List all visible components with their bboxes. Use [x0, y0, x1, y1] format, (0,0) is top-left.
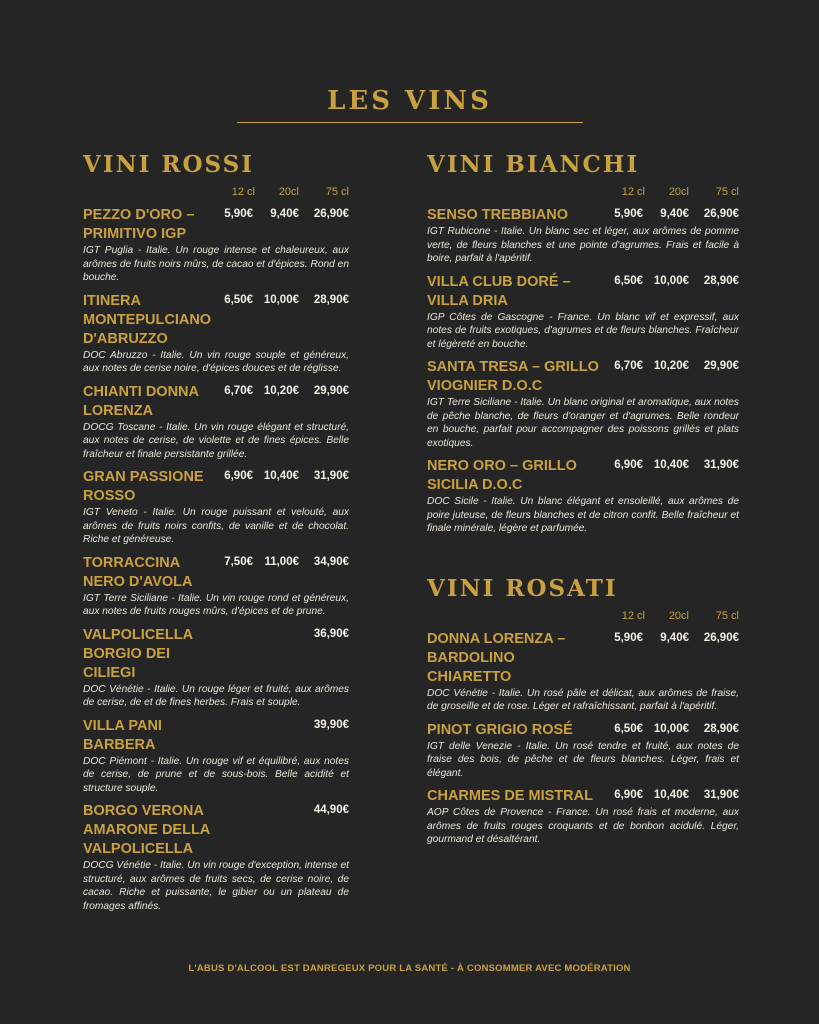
wine-name: ITINERA MONTEPULCIANO D'ABRUZZO — [83, 292, 212, 347]
title-divider — [237, 122, 583, 123]
wine-prices — [603, 457, 739, 471]
wine-header — [83, 292, 349, 349]
wine-name: VILLA CLUB DORÉ – VILLA DRIA — [427, 273, 571, 309]
wine-item — [427, 206, 739, 266]
price-20cl: 10,40€ — [653, 459, 689, 471]
wine-prices — [603, 630, 739, 644]
wine-header — [83, 554, 349, 592]
wine-name: CHARMES DE MISTRAL — [427, 788, 593, 804]
price-12cl — [213, 628, 253, 640]
size-header — [83, 186, 349, 206]
wine-item — [427, 358, 739, 450]
price-20cl: 11,00€ — [264, 555, 299, 568]
wine-item — [427, 721, 739, 781]
wine-prices — [213, 802, 349, 816]
section-vini-bianchi — [427, 148, 739, 536]
price-20cl — [253, 628, 299, 640]
wine-item — [83, 717, 349, 796]
wine-prices — [603, 787, 739, 801]
wine-prices — [213, 383, 349, 397]
wine-description: IGT Rubicone - Italie. Un blanc sec et léger, aux arômes de pomme verte, de fleurs blanches et une pointe d'agrumes. Frais et facile à boire, parfait à l'apéritif. — [427, 226, 739, 264]
wine-item — [427, 787, 739, 847]
wine-list — [427, 630, 739, 847]
wine-header — [83, 626, 349, 683]
wine-name: PINOT GRIGIO ROSÉ — [427, 721, 573, 738]
wine-description: IGP Côtes de Gascogne - France. Un blanc vif et expressif, aux notes de fruits exotiques, d'agrumes et de fleurs blanches. Fraîcheur et légèreté en bouche. — [427, 311, 739, 350]
wine-header — [83, 802, 349, 859]
size-12cl: 12 cl — [621, 186, 645, 198]
page-title: LES VINS — [327, 86, 492, 116]
price-12cl: 6,50€ — [614, 274, 643, 287]
wine-name: GRAN PASSIONE ROSSO — [83, 469, 204, 504]
section-title: VINI ROSSI — [83, 151, 255, 178]
wine-description: IGT delle Venezie - Italie. Un rosé tendre et fruité, aux notes de fraise des bois, de pêche et de fleurs blanches. Léger, frais et élégant. — [427, 740, 739, 779]
wine-header — [427, 206, 739, 225]
wine-description: DOC Abruzzo - Italie. Un vin rouge souple et généreux, aux notes de cerise noire, d'épices douces et de réglisse. — [83, 349, 349, 374]
price-12cl — [213, 719, 253, 731]
wine-description: DOCG Vénétie - Italie. Un vin rouge d'exception, intense et structuré, aux arômes de fruits secs, de cerise noire, de cacao. Riche et puissante, le gibier ou un plateau de fromages affinés. — [83, 860, 349, 912]
price-75cl: 36,90€ — [313, 627, 349, 640]
price-20cl: 10,00€ — [263, 293, 299, 306]
price-12cl: 5,90€ — [614, 631, 643, 644]
price-20cl — [253, 719, 299, 731]
price-20cl: 10,00€ — [653, 722, 689, 735]
wine-item — [83, 802, 349, 913]
wine-header — [427, 358, 739, 396]
price-20cl: 10,00€ — [653, 274, 689, 287]
price-75cl: 28,90€ — [703, 722, 739, 735]
price-75cl: 29,90€ — [313, 384, 349, 397]
size-12cl: 12 cl — [231, 186, 255, 198]
wine-description: IGT Veneto - Italie. Un rouge puissant et velouté, aux arômes de fruits noirs confits, de vanille et de chocolat. Riche et généreuse. — [83, 507, 349, 545]
wine-description: AOP Côtes de Provence - France. Un rosé frais et moderne, aux arômes de fruits rouges croquants et de bonbon acidulé. Léger, gourmand et désaltérant. — [427, 807, 739, 845]
wine-header — [427, 721, 739, 740]
price-75cl: 28,90€ — [703, 274, 739, 287]
size-header — [427, 186, 739, 206]
price-20cl — [253, 804, 299, 816]
price-12cl: 6,50€ — [614, 722, 643, 735]
price-75cl: 29,90€ — [703, 360, 739, 372]
price-75cl: 44,90€ — [313, 804, 349, 816]
wine-prices — [213, 292, 349, 306]
wine-prices — [213, 206, 349, 220]
wine-prices — [603, 206, 739, 220]
wine-item — [427, 630, 739, 714]
wine-prices — [213, 468, 349, 482]
price-12cl: 6,90€ — [614, 789, 643, 801]
wine-name: DONNA LORENZA – BARDOLINO CHIARETTO — [427, 630, 566, 685]
wine-header — [427, 630, 739, 687]
price-75cl: 26,90€ — [313, 208, 349, 220]
size-header — [427, 610, 739, 630]
wine-prices — [603, 721, 739, 735]
wine-item — [83, 554, 349, 619]
price-12cl: 6,70€ — [614, 360, 643, 372]
wine-item — [83, 206, 349, 285]
size-20cl: 20cl — [278, 186, 299, 198]
price-75cl: 31,90€ — [703, 459, 739, 471]
price-20cl: 9,40€ — [660, 631, 689, 644]
wine-description: DOC Vénétie - Italie. Un rosé pâle et délicat, aux arômes de fraise, de groseille et de rose. Léger et rafraîchissant, parfait à l'apéritif. — [427, 687, 739, 712]
price-75cl: 39,90€ — [313, 718, 349, 731]
section-vini-bianchi-rosati — [427, 148, 739, 854]
price-12cl: 6,90€ — [224, 470, 253, 482]
wine-item — [83, 626, 349, 710]
section-vini-rossi — [83, 148, 349, 920]
price-12cl: 7,50€ — [224, 555, 253, 568]
price-75cl: 34,90€ — [313, 555, 349, 568]
footer-disclaimer: L'ABUS D'ALCOOL EST DANREGEUX POUR LA SANTÉ - À CONSOMMER AVEC MODÉRATION — [188, 963, 631, 974]
wine-header — [427, 457, 739, 495]
section-vini-rosati — [427, 572, 739, 847]
wine-header — [83, 717, 349, 755]
price-75cl: 26,90€ — [703, 208, 739, 220]
wine-item — [427, 457, 739, 536]
wine-item — [83, 383, 349, 462]
wine-description: DOC Vénétie - Italie. Un rouge léger et fruité, aux arômes de cerise, de et de fines herbes. Frais et souple. — [83, 683, 349, 708]
wine-name: VALPOLICELLA BORGIO DEI CILIEGI — [83, 626, 193, 681]
wine-name: TORRACCINA NERO D'AVOLA — [83, 554, 193, 590]
price-20cl: 9,40€ — [660, 208, 689, 220]
price-20cl: 9,40€ — [270, 208, 299, 220]
size-12cl: 12 cl — [621, 609, 645, 622]
wine-item — [83, 468, 349, 547]
wine-prices — [213, 717, 349, 731]
wine-name: SANTA TRESA – GRILLO VIOGNIER D.O.C — [427, 359, 599, 394]
price-20cl: 10,20€ — [653, 360, 689, 372]
wine-header — [83, 468, 349, 506]
price-75cl: 31,90€ — [703, 789, 739, 801]
price-12cl: 6,50€ — [224, 293, 253, 306]
price-20cl: 10,40€ — [263, 470, 299, 482]
wine-description: DOCG Toscane - Italie. Un vin rouge élégant et structuré, aux notes de cerise, de violette et de fines épices. Belle fraîcheur et finale persistante grillée. — [83, 421, 349, 460]
price-12cl: 6,70€ — [224, 384, 253, 397]
wine-item — [83, 292, 349, 376]
price-12cl: 5,90€ — [614, 208, 643, 220]
price-75cl: 26,90€ — [703, 631, 739, 644]
section-title: VINI ROSATI — [427, 574, 618, 602]
wine-name: VILLA PANI BARBERA — [83, 717, 162, 753]
wine-prices — [213, 554, 349, 568]
wine-prices — [213, 626, 349, 640]
size-20cl: 20cl — [668, 609, 689, 622]
wine-name: NERO ORO – GRILLO SICILIA D.O.C — [427, 458, 577, 493]
size-75cl: 75 cl — [325, 186, 349, 198]
wine-header — [83, 383, 349, 421]
wine-list — [427, 206, 739, 536]
price-12cl: 6,90€ — [614, 459, 643, 471]
wine-header — [427, 787, 739, 806]
wine-prices — [603, 273, 739, 287]
wine-description: IGT Terre Siciliane - Italie. Un vin rouge rond et généreux, aux notes de fruits rouges mûrs, d'épices et de prune. — [83, 592, 349, 617]
price-20cl: 10,20€ — [263, 384, 299, 397]
price-12cl: 5,90€ — [224, 208, 253, 220]
price-75cl: 31,90€ — [313, 470, 349, 482]
size-20cl: 20cl — [668, 186, 689, 198]
wine-name: CHIANTI DONNA LORENZA — [83, 383, 199, 419]
wine-name: SENSO TREBBIANO — [427, 207, 568, 223]
section-title: VINI BIANCHI — [427, 151, 640, 178]
wine-header — [83, 206, 349, 244]
wine-name: BORGO VERONA AMARONE DELLA VALPOLICELLA — [83, 803, 210, 857]
wine-list — [83, 206, 349, 913]
wine-name: PEZZO D'ORO – PRIMITIVO IGP — [83, 207, 195, 242]
wine-item — [427, 273, 739, 352]
wine-header — [427, 273, 739, 311]
price-75cl: 28,90€ — [313, 293, 349, 306]
wine-description: IGT Terre Siciliane - Italie. Un blanc original et aromatique, aux notes de pêche blanche, de fleurs d'oranger et d'agrumes. Belle rondeur en bouche, parfait pour accompagner des poissons grillés et plats exotiques. — [427, 397, 739, 449]
price-20cl: 10,40€ — [653, 789, 689, 801]
size-75cl: 75 cl — [715, 186, 739, 198]
size-75cl: 75 cl — [715, 609, 739, 622]
price-12cl — [213, 804, 253, 816]
wine-prices — [603, 358, 739, 372]
wine-description: IGT Puglia - Italie. Un rouge intense et chaleureux, aux arômes de fruits noirs mûrs, de cacao et d'épices. Rond en bouche. — [83, 245, 349, 283]
wine-description: DOC Sicile - Italie. Un blanc élégant et ensoleillé, aux arômes de poire juteuse, de fleurs blanches et de citron confit. Belle fraîcheur et finale minérale, légère et parfumée. — [427, 496, 739, 534]
wine-description: DOC Piémont - Italie. Un rouge vif et équilibré, aux notes de cerise, de prune et de sous-bois. Belle acidité et structure souple. — [83, 755, 349, 794]
